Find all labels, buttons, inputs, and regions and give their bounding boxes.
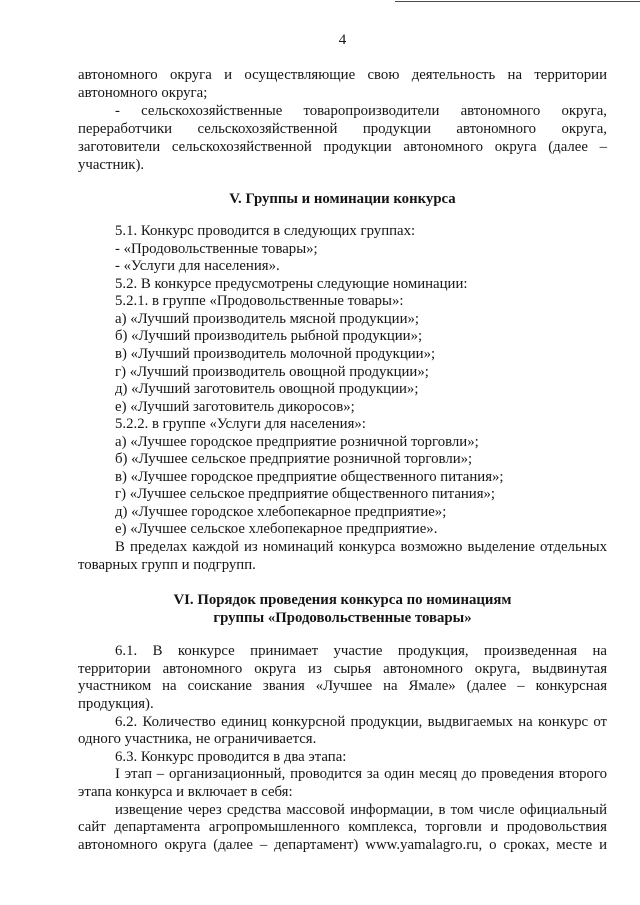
page-number: 4 <box>338 32 347 48</box>
clause-5-1: 5.1. Конкурс проводится в следующих группах: <box>115 223 416 240</box>
paragraph-line: товарных групп и подгрупп. <box>78 556 256 573</box>
paragraph-line: участник). <box>78 157 145 173</box>
list-item-nomination: е) «Лучшее сельское хлебопекарное предприятие». <box>115 521 438 538</box>
section-heading: группы «Продовольственные товары» <box>213 610 472 626</box>
paragraph-line: автономного округа (далее – департамент) www.yamalagro.ru, о сроках, месте и <box>78 836 607 853</box>
list-item-nomination: д) «Лучшее городское хлебопекарное предприятие»; <box>115 503 447 520</box>
section-v-body <box>78 223 607 574</box>
list-item-nomination: г) «Лучшее сельское предприятие общественного питания»; <box>115 486 496 503</box>
clause-6-2: 6.2. Количество единиц конкурсной продукции, выдвигаемых на конкурс от <box>115 713 607 730</box>
section-heading: V. Группы и номинации конкурса <box>229 191 456 207</box>
clause-5-2-2: 5.2.2. в группе «Услуги для населения»: <box>115 416 366 433</box>
section-heading-v <box>78 190 607 208</box>
paragraph-line: автономного округа и осуществляющие свою деятельность на территории <box>78 67 607 83</box>
paragraph-line: автономного округа; <box>78 85 208 101</box>
list-item-nomination: е) «Лучший заготовитель дикоросов»; <box>115 398 355 415</box>
list-item-nomination: г) «Лучший производитель овощной продукции»; <box>115 363 429 380</box>
list-item-nomination: б) «Лучшее сельское предприятие розничной торговли»; <box>115 451 473 468</box>
paragraph-line: заготовители сельскохозяйственной продукции автономного округа (далее – <box>78 139 607 155</box>
paragraph-line: В пределах каждой из номинаций конкурса возможно выделение отдельных <box>115 539 607 556</box>
paragraph-line: этапа конкурса и включает в себя: <box>78 783 293 800</box>
list-item-nomination: в) «Лучшее городское предприятие общественного питания»; <box>115 468 504 485</box>
list-item-group: - «Услуги для населения». <box>115 258 280 275</box>
section-heading-vi <box>78 591 607 627</box>
announcement-line: извещение через средства массовой информации, в том числе официальный <box>115 801 607 818</box>
section-vi-body <box>78 643 607 854</box>
list-item-group: - «Продовольственные товары»; <box>115 240 318 257</box>
paragraph-line: одного участника, не ограничивается. <box>78 731 317 748</box>
list-item-nomination: б) «Лучший производитель рыбной продукции»; <box>115 328 423 345</box>
participants-text <box>78 66 607 174</box>
list-item-nomination: а) «Лучшее городское предприятие розничной торговли»; <box>115 433 479 450</box>
paragraph-line: сайт департамента агропромышленного комплекса, торговли и продовольствия <box>78 819 607 836</box>
scan-edge-line <box>395 1 640 2</box>
list-item-nomination: д) «Лучший заготовитель овощной продукции»; <box>115 381 419 398</box>
list-item-nomination: а) «Лучший производитель мясной продукции»; <box>115 310 420 327</box>
clause-6-1: 6.1. В конкурсе принимает участие продукция, произведенная на <box>115 643 607 660</box>
list-item-agri-producers: - сельскохозяйственные товаропроизводители автономного округа, <box>115 103 607 119</box>
stage-1-line: I этап – организационный, проводится за один месяц до проведения второго <box>115 766 607 783</box>
clause-5-2: 5.2. В конкурсе предусмотрены следующие номинации: <box>115 275 468 292</box>
paragraph-line: переработчики сельскохозяйственной продукции автономного округа, <box>78 121 607 137</box>
paragraph-line: участником на соискание звания «Лучшее на Ямале» (далее – конкурсная <box>78 678 607 695</box>
paragraph-line: продукция). <box>78 695 154 712</box>
paragraph-line: территории автономного округа из сырья автономного округа, выдвинутая <box>78 660 607 677</box>
clause-6-3: 6.3. Конкурс проводится в два этапа: <box>115 748 347 765</box>
clause-5-2-1: 5.2.1. в группе «Продовольственные товары»: <box>115 293 404 310</box>
list-item-nomination: в) «Лучший производитель молочной продукции»; <box>115 346 436 363</box>
section-heading: VI. Порядок проведения конкурса по номинациям <box>173 592 512 608</box>
